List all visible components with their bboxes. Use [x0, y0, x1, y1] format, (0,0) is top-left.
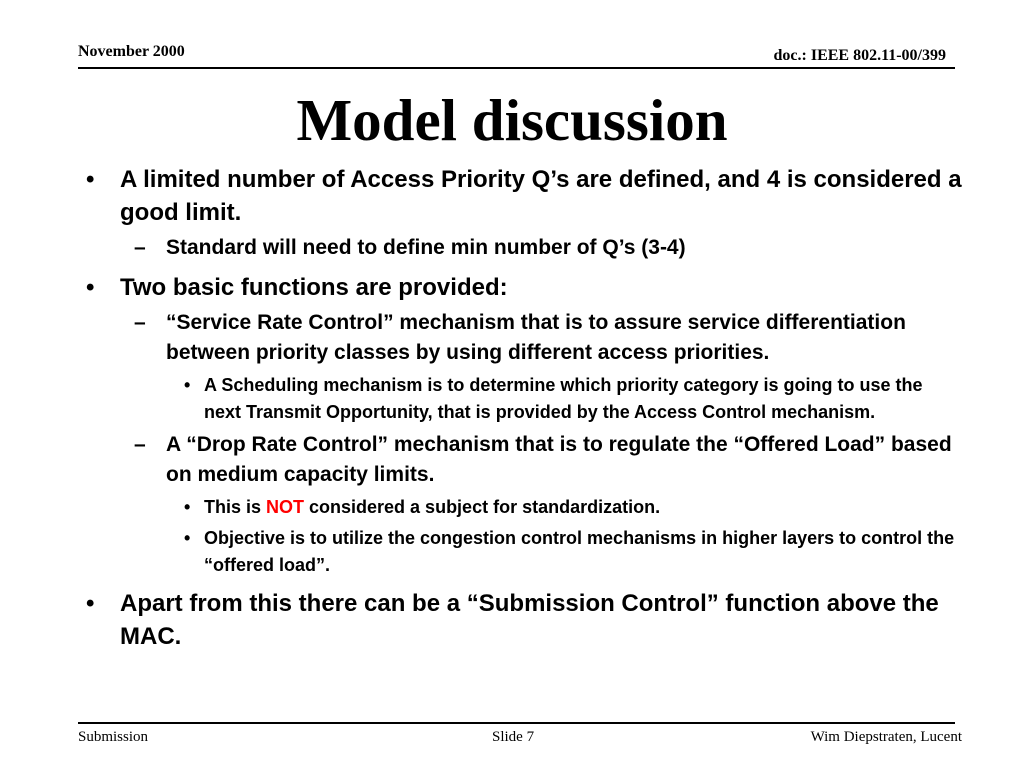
bullet-marker: • [86, 274, 95, 301]
bullet-basic-functions [82, 271, 962, 304]
footer-slide-number: Slide 7 [492, 729, 535, 745]
footer-submission: Submission [78, 729, 149, 745]
sub-sub-bullet-not-standardized [82, 494, 962, 521]
bullet-marker: • [86, 166, 95, 193]
sub-sub-bullet-text: Objective is to utilize the congestion control mechanisms in higher layers to control the “offered load”. [204, 528, 955, 575]
dash-marker: – [134, 236, 146, 259]
sub-sub-bullet-congestion-control [82, 525, 962, 579]
bullet-text: A limited number of Access Priority Q’s are defined, and 4 is considered a good limit. [120, 166, 962, 226]
bullet-marker: • [184, 375, 191, 395]
header-doc-id: doc.: IEEE 802.11-00/399 [773, 47, 946, 64]
bullet-text: Apart from this there can be a “Submission Control” function above the MAC. [120, 590, 939, 650]
sub-bullet-text: “Service Rate Control” mechanism that is to assure service differentiation between priority classes by using different access priorities. [166, 311, 906, 364]
dash-marker: – [134, 311, 146, 334]
bullet-marker: • [86, 590, 95, 617]
bullet-access-priority-queues [82, 163, 962, 229]
dash-marker: – [134, 433, 146, 456]
header-date: November 2000 [78, 43, 185, 60]
sub-bullet-drop-rate-control [82, 430, 962, 490]
bullet-marker: • [184, 528, 191, 548]
sub-bullet-min-queues [82, 233, 962, 263]
sub-sub-bullet-text: A Scheduling mechanism is to determine which priority category is going to use the next Transmit Opportunity, that is provided by the Access Control mechanism. [204, 375, 923, 422]
sub-bullet-service-rate-control [82, 308, 962, 368]
sub-bullet-text: A “Drop Rate Control” mechanism that is to regulate the “Offered Load” based on medium capacity limits. [166, 433, 952, 486]
footer-author: Wim Diepstraten, Lucent [810, 729, 962, 745]
sub-bullet-text: Standard will need to define min number of Q’s (3-4) [166, 236, 686, 259]
sub-sub-bullet-scheduling [82, 372, 962, 426]
sub-sub-bullet-text-pre: This is [204, 497, 267, 517]
slide-body [82, 163, 962, 653]
slide-title: Model discussion [296, 87, 728, 153]
sub-sub-bullet-text-post: considered a subject for standardization. [304, 497, 661, 517]
bullet-marker: • [184, 497, 191, 517]
footer-divider [78, 722, 955, 724]
header-divider [78, 67, 955, 69]
bullet-submission-control [82, 587, 962, 653]
bullet-text: Two basic functions are provided: [120, 274, 508, 301]
emphasis-not: NOT [266, 497, 305, 517]
